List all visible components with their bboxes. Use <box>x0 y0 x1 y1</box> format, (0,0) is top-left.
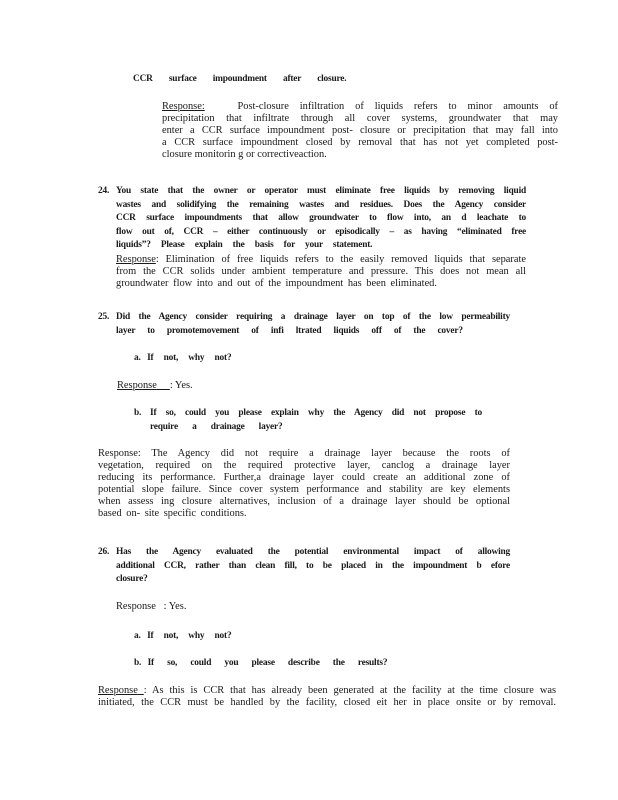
q23-response-line-3: enter a CCR surface impoundment post- closure or precipitation that may fall into <box>162 125 558 136</box>
q23-response-line-1: Response: Post-closure infiltration of liquids refers to minor amounts of <box>162 101 559 112</box>
q23-tail: CCR surface impoundment after closure. <box>133 74 347 84</box>
q23-response-line-2: precipitation that infiltrate through all cover systems, groundwater that may <box>162 113 558 124</box>
q25-question: Did the Agency consider requiring a drainage layer on top of the low permeability layer to promotemovement of infi ltrated liquids off of the cover? <box>116 312 510 336</box>
q24-question: You state that the owner or operator must eliminate free liquids by removing liquid wastes and solidifying the remaining wastes and residues. Does the Agency consider CCR surface impoundments that allow groundwater to flow into, an d leachate to flow out of, CCR – either continuously or episodically – as having “eliminated free liquids”? Please explain the basis for your statement. <box>116 186 526 250</box>
q24-response: Response: Elimination of free liquids refers to the easily removed liquids that separate from the CCR solids under ambient temperature and pressure. This does not mean all groundwater flow into and out of the impoundment has been eliminated. <box>116 254 526 289</box>
q25-a-response: Response : Yes. <box>117 380 193 391</box>
response-label: Response <box>116 601 156 612</box>
q25-a: a. If not, why not? <box>134 353 232 363</box>
q26-final-response: Response : As this is CCR that has already been generated at the facility at the time closure was initiated, the CCR must be handled by the facility, closed eit her in place onsite or by removal. <box>98 685 556 708</box>
q26-response: Response : Yes. <box>116 601 187 612</box>
q25-b: If so, could you please explain why the Agency did not propose to require a drainage layer? <box>150 408 482 432</box>
q26-question: Has the Agency evaluated the potential environmental impact of allowing additional CCR, rather than clean fill, to be placed in the impoundment b efore closure? <box>116 547 510 584</box>
response-label: Response <box>117 380 157 391</box>
q26-a: a. If not, why not? <box>134 631 232 641</box>
response-label: Response: <box>162 101 205 112</box>
response-label: Response <box>116 254 156 265</box>
q23-response-line-5: closure monitorin g or correctiveaction. <box>162 149 327 160</box>
q25-response: Response: The Agency did not require a drainage layer because the roots of vegetation, required on the required protective layer, canclog a drainage layer reducing its performance. Further,a drainage layer could create an additional zone of potential slope failure. Since cover system performance and stability are key elements when assess ing closure alternatives, inclusion of a drainage layer should be optional based on- site specific conditions. <box>98 448 510 519</box>
q26-number: 26. <box>98 547 110 557</box>
q23-response-line-4: a CCR surface impoundment closed by removal that has not yet completed post- <box>162 137 558 148</box>
q25-number: 25. <box>98 312 110 322</box>
q24-number: 24. <box>98 186 110 196</box>
q25-b-label: b. <box>134 408 142 418</box>
q23-response <box>162 101 558 161</box>
response-label: Response <box>98 685 138 696</box>
q26-b: b. If so, could you please describe the results? <box>134 658 388 668</box>
